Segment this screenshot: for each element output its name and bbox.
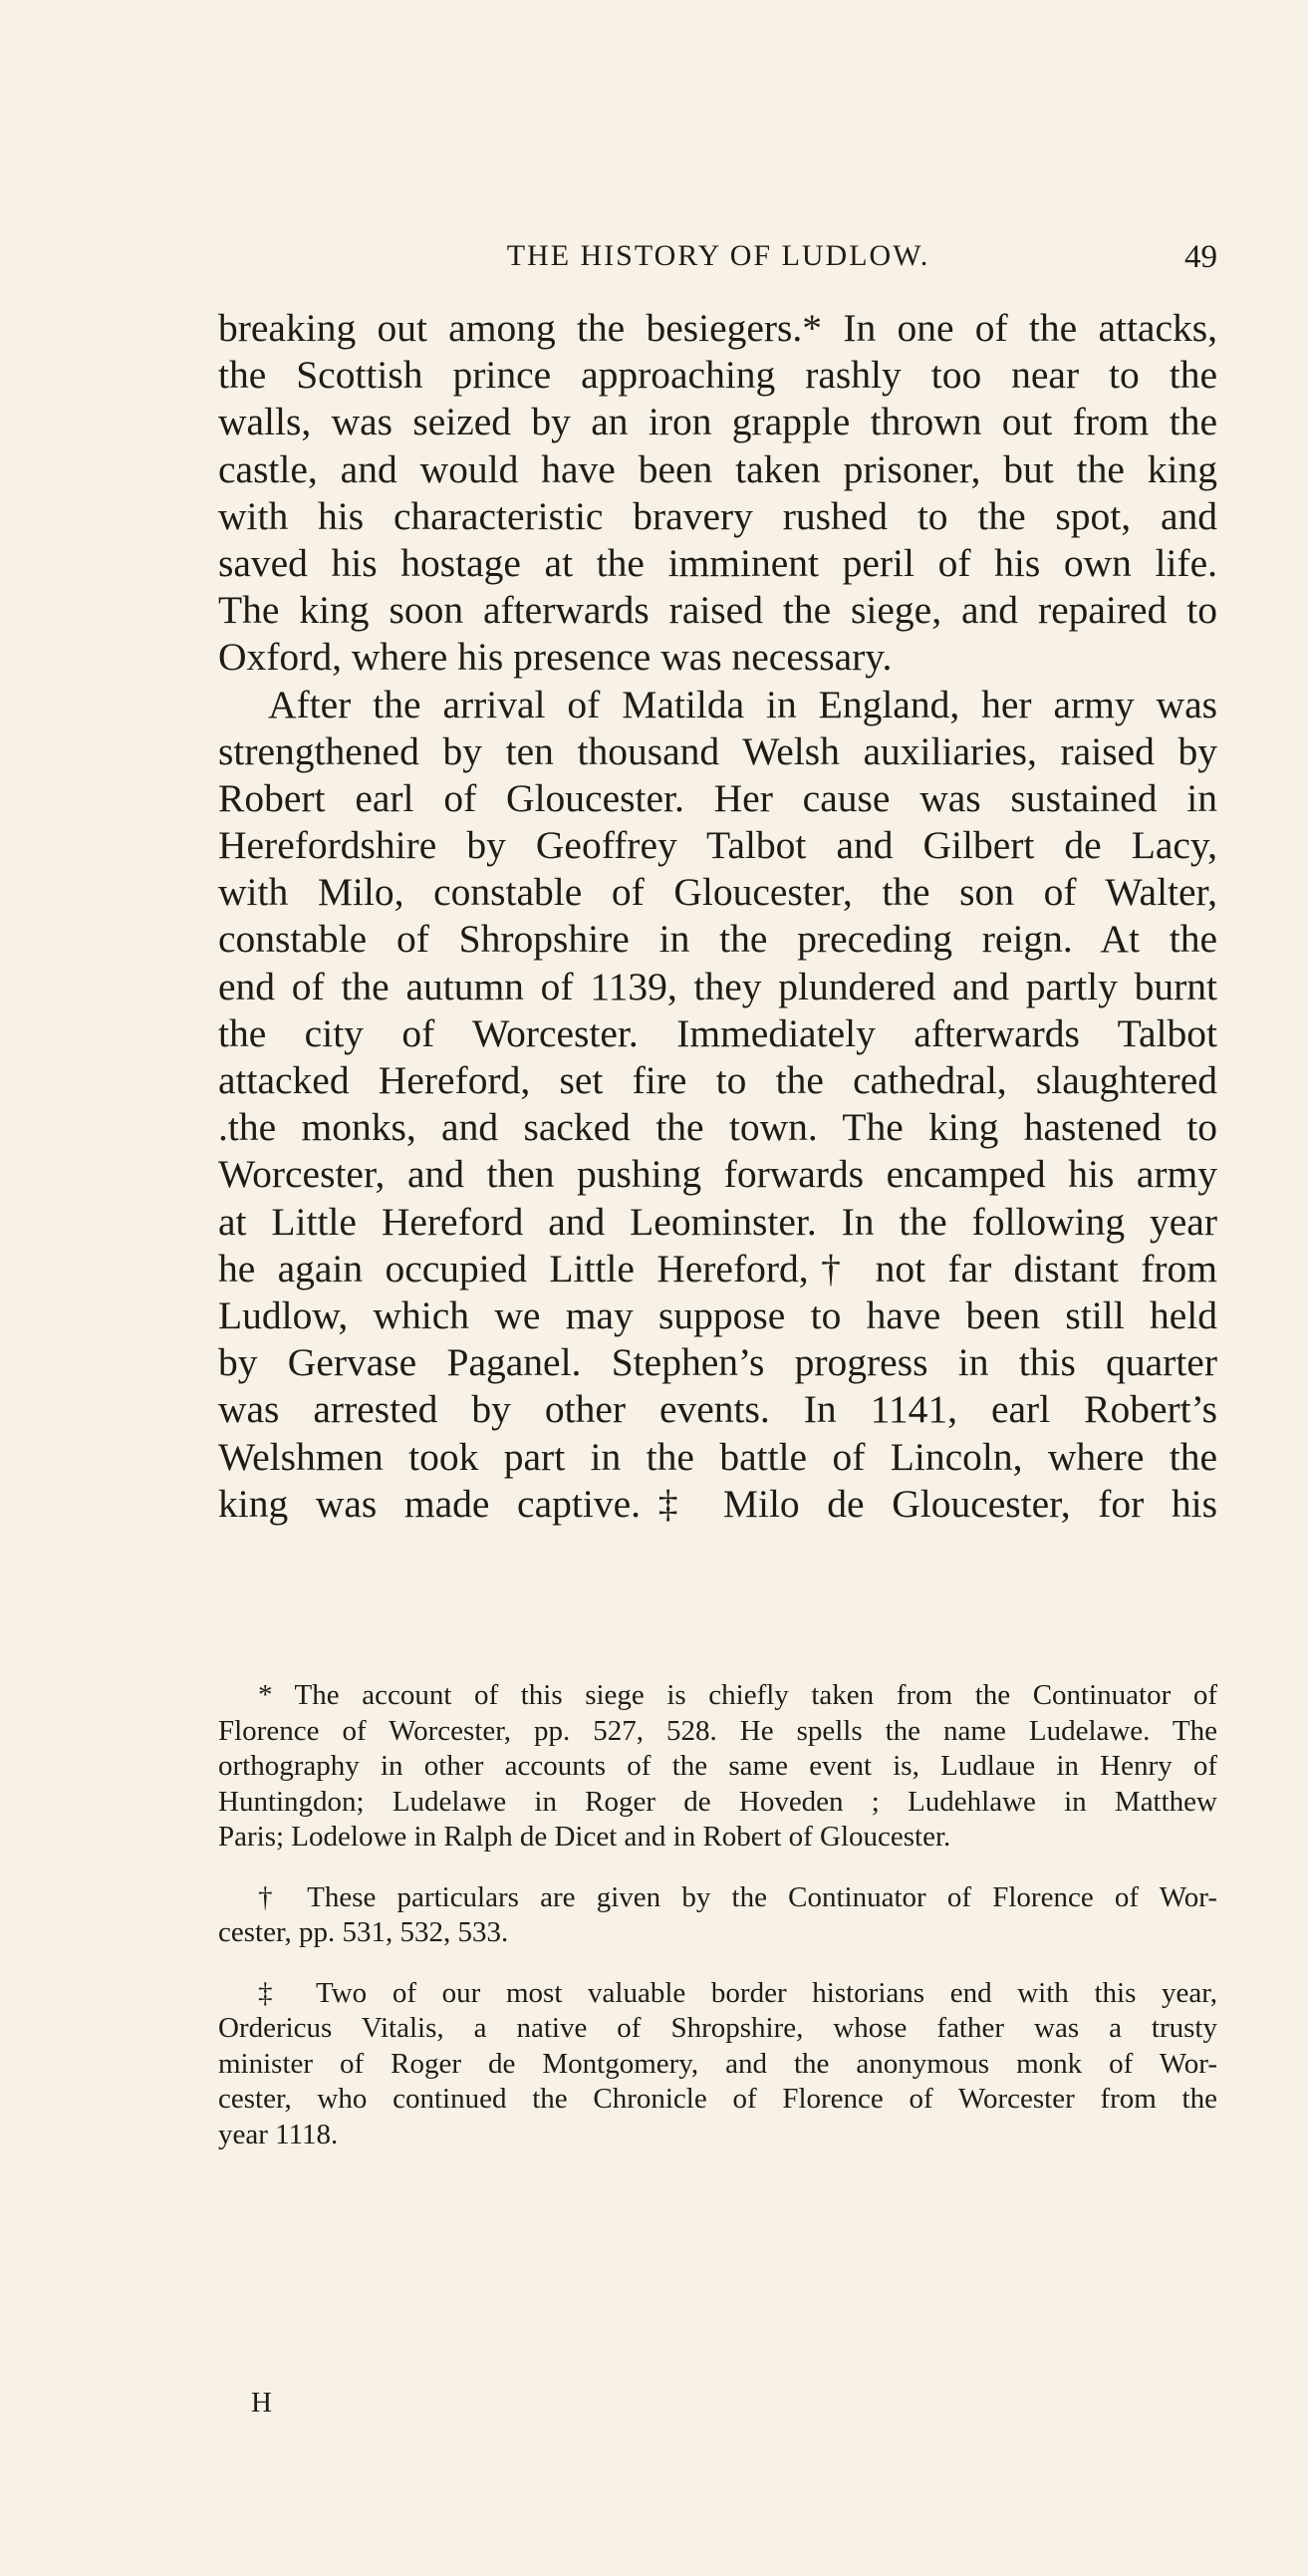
text-line: the Scottish prince approaching rashly too near to the bbox=[218, 353, 1217, 398]
page-header bbox=[219, 239, 1217, 289]
footnote-gap bbox=[218, 1856, 1217, 1880]
footnote-line: Huntingdon; Ludelawe in Roger de Hoveden ; Ludehlawe in Matthew bbox=[218, 1785, 1217, 1818]
footnote-line: Paris; Lodelowe in Ralph de Dicet and in Robert of Gloucester. bbox=[218, 1821, 951, 1853]
page-number: 49 bbox=[1184, 239, 1217, 275]
text-line: breaking out among the besiegers.* In one of the attacks, bbox=[218, 306, 1217, 350]
text-line: end of the autumn of 1139, they plundered and partly burnt bbox=[218, 964, 1217, 1008]
text-line: Robert earl of Gloucester. Her cause was sustained in bbox=[218, 775, 1217, 820]
running-head: THE HISTORY OF LUDLOW. bbox=[506, 239, 930, 272]
footnote-line: minister of Roger de Montgomery, and the anonymous monk of Wor- bbox=[218, 2047, 1217, 2080]
text-line: was arrested by other events. In 1141, earl Robert’s bbox=[218, 1387, 1217, 1432]
text-line: .the monks, and sacked the town. The king hastened to bbox=[218, 1105, 1217, 1150]
text-line: walls, was seized by an iron grapple thrown out from the bbox=[218, 400, 1217, 444]
text-line: by Gervase Paganel. Stephen’s progress in this quarter bbox=[218, 1340, 1217, 1385]
text-line: strengthened by ten thousand Welsh auxiliaries, raised by bbox=[218, 728, 1217, 773]
text-line: attacked Hereford, set fire to the cathedral, slaughtered bbox=[218, 1058, 1217, 1102]
footnote-line: Florence of Worcester, pp. 527, 528. He spells the name Ludelawe. The bbox=[218, 1714, 1217, 1747]
footnote-line: * The account of this siege is chiefly taken from the Continuator of bbox=[258, 1679, 1217, 1711]
text-line: Welshmen took part in the battle of Lincoln, where the bbox=[218, 1434, 1217, 1479]
footnotes bbox=[218, 1678, 1217, 2152]
footnote-line: cester, pp. 531, 532, 533. bbox=[218, 1916, 509, 1948]
footnote-line: ‡ Two of our most valuable border historians end with this year, bbox=[258, 1976, 1217, 2009]
text-line: king was made captive.‡ Milo de Gloucester, for his bbox=[218, 1481, 1217, 1526]
footnote-line: † These particulars are given by the Continuator of Florence of Wor- bbox=[258, 1880, 1217, 1913]
text-line: at Little Hereford and Leominster. In the following year bbox=[218, 1199, 1217, 1244]
signature-mark: H bbox=[251, 2387, 273, 2419]
text-line: castle, and would have been taken prisoner, but the king bbox=[218, 446, 1217, 491]
text-line: Ludlow, which we may suppose to have been still held bbox=[218, 1292, 1217, 1337]
text-line: the city of Worcester. Immediately afterwards Talbot bbox=[218, 1010, 1217, 1055]
footnote-line: orthography in other accounts of the same event is, Ludlaue in Henry of bbox=[218, 1750, 1217, 1782]
text-line: constable of Shropshire in the preceding reign. At the bbox=[218, 917, 1217, 962]
text-line: with Milo, constable of Gloucester, the son of Walter, bbox=[218, 870, 1217, 915]
footnote-2 bbox=[218, 1880, 1217, 1951]
footnote-3 bbox=[218, 1976, 1217, 2153]
footnote-line: cester, who continued the Chronicle of Florence of Worcester from the bbox=[218, 2083, 1217, 2115]
footnote-1 bbox=[218, 1678, 1217, 1856]
text-line: saved his hostage at the imminent peril of his own life. bbox=[218, 540, 1217, 585]
text-line: Worcester, and then pushing forwards encamped his army bbox=[218, 1152, 1217, 1197]
footnote-line: Ordericus Vitalis, a native of Shropshire, whose father was a trusty bbox=[218, 2012, 1217, 2044]
text-line: with his characteristic bravery rushed to the spot, and bbox=[218, 493, 1217, 538]
main-text bbox=[218, 305, 1217, 1528]
footnote-gap bbox=[218, 1951, 1217, 1976]
text-line: Oxford, where his presence was necessary. bbox=[218, 635, 893, 680]
footnote-line: year 1118. bbox=[218, 2118, 339, 2150]
text-line: After the arrival of Matilda in England, her army was bbox=[268, 682, 1217, 726]
text-line: The king soon afterwards raised the siege, and repaired to bbox=[218, 588, 1217, 633]
text-line: Herefordshire by Geoffrey Talbot and Gilbert de Lacy, bbox=[218, 823, 1217, 868]
text-line: he again occupied Little Hereford,† not far distant from bbox=[218, 1246, 1217, 1290]
